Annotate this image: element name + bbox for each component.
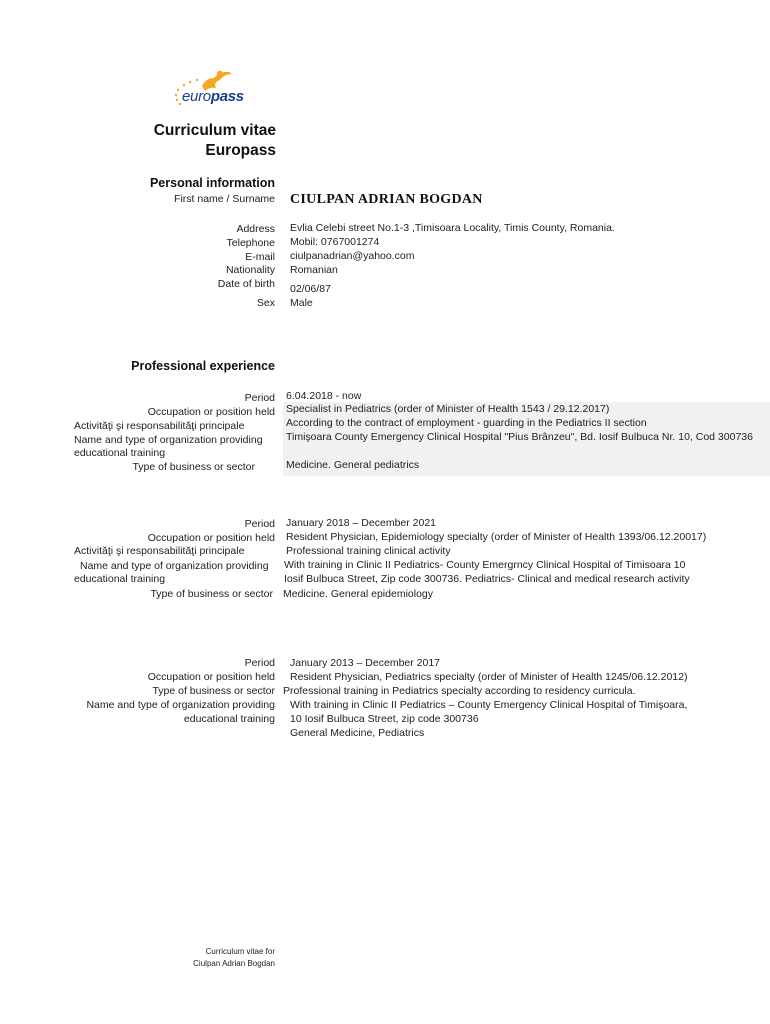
job1-period-label: Period	[244, 392, 275, 404]
logo-text-bold: pass	[210, 88, 244, 105]
job1-org-label-2: educational training	[74, 447, 166, 459]
cv-title-line2: Europass	[205, 142, 276, 159]
sex-label: Sex	[256, 297, 275, 309]
email-value: ciulpanadrian@yahoo.com	[290, 250, 415, 262]
job2-org-label-1: Name and type of organization providing	[80, 560, 269, 572]
experience-heading: Professional experience	[131, 359, 275, 373]
job3-period-label: Period	[244, 657, 275, 669]
job1-org-value: Timişoara County Emergency Clinical Hospital "Pius Brânzeu", Bd. Iosif Bulbuca Nr. 10, Cod 300736	[286, 431, 753, 443]
job3-period-value: January 2013 – December 2017	[290, 657, 441, 669]
job2-activities-label: Activităţi şi responsabilităţi principale	[74, 545, 245, 557]
job3-org-value-1: With training in Clinic II Pediatrics – County Emergency Clinical Hospital of Timişoara,	[290, 699, 688, 711]
telephone-label: Telephone	[226, 237, 275, 249]
job3-sector-value: Professional training in Pediatrics specialty according to residency curricula.	[283, 685, 636, 697]
job2-occupation-label: Occupation or position held	[147, 532, 275, 544]
email-label: E-mail	[245, 251, 275, 263]
dob-value: 02/06/87	[290, 283, 331, 295]
job2-occupation-value: Resident Physician, Epidemiology specialty (order of Minister of Health 1393/06.12.20017)	[286, 531, 707, 543]
nationality-label: Nationality	[225, 264, 275, 276]
job3-org-label-2: educational training	[183, 713, 275, 725]
job1-occupation-value: Specialist in Pediatrics (order of Minister of Health 1543 / 29.12.2017)	[286, 403, 610, 415]
job2-period-value: January 2018 – December 2021	[286, 517, 437, 529]
address-label: Address	[236, 223, 275, 235]
job2-sector-label: Type of business or sector	[150, 588, 273, 600]
footer-line2: Ciulpan Adrian Bogdan	[193, 959, 275, 968]
job3-org-value-2: 10 Iosif Bulbuca Street, zip code 300736	[290, 713, 479, 725]
job2-org-value-2: Iosif Bulbuca Street, Zip code 300736. Pediatrics- Clinical and medical research activity	[284, 573, 690, 585]
full-name: CIULPAN ADRIAN BOGDAN	[290, 192, 483, 207]
dob-label: Date of birth	[217, 278, 275, 290]
nationality-value: Romanian	[290, 264, 338, 276]
job3-occupation-label: Occupation or position held	[147, 671, 275, 683]
job2-period-label: Period	[244, 518, 275, 530]
job2-activities-value: Professional training clinical activity	[286, 545, 451, 557]
logo-text-plain: euro	[182, 88, 211, 105]
footer-line1: Curriculum vitae for	[205, 947, 275, 956]
job1-period-value: 6.04.2018 - now	[286, 390, 362, 402]
personal-info-heading: Personal information	[149, 176, 275, 190]
address-value: Evlia Celebi street No.1-3 ,Timisoara Locality, Timis County, Romania.	[290, 222, 615, 234]
job3-org-label-1: Name and type of organization providing	[86, 699, 275, 711]
job1-sector-label: Type of business or sector	[132, 461, 255, 473]
job2-sector-value: Medicine. General epidemiology	[283, 588, 433, 600]
job1-activities-label: Activităţi şi responsabilităţi principale	[74, 420, 245, 432]
telephone-value: Mobil: 0767001274	[290, 236, 380, 248]
job1-activities-value: According to the contract of employment - guarding in the Pediatrics II section	[286, 417, 647, 429]
job3-sector-label: Type of business or sector	[152, 685, 275, 697]
job1-occupation-label: Occupation or position held	[147, 406, 275, 418]
job1-org-label-1: Name and type of organization providing	[74, 434, 263, 446]
job2-org-value-1: With training in Clinic II Pediatrics- County Emergrncy Clinical Hospital of Timisoara 10	[284, 559, 686, 571]
job1-sector-value: Medicine. General pediatrics	[286, 459, 420, 471]
job3-occupation-value: Resident Physician, Pediatrics specialty (order of Minister of Health 1245/06.12.2012)	[290, 671, 688, 683]
sex-value: Male	[290, 297, 313, 309]
job2-org-label-2: educational training	[74, 573, 166, 585]
name-label: First name / Surname	[174, 193, 275, 205]
europass-logo	[170, 68, 270, 116]
cv-title-line1: Curriculum vitae	[153, 122, 276, 139]
job3-extra-value: General Medicine, Pediatrics	[290, 727, 425, 739]
